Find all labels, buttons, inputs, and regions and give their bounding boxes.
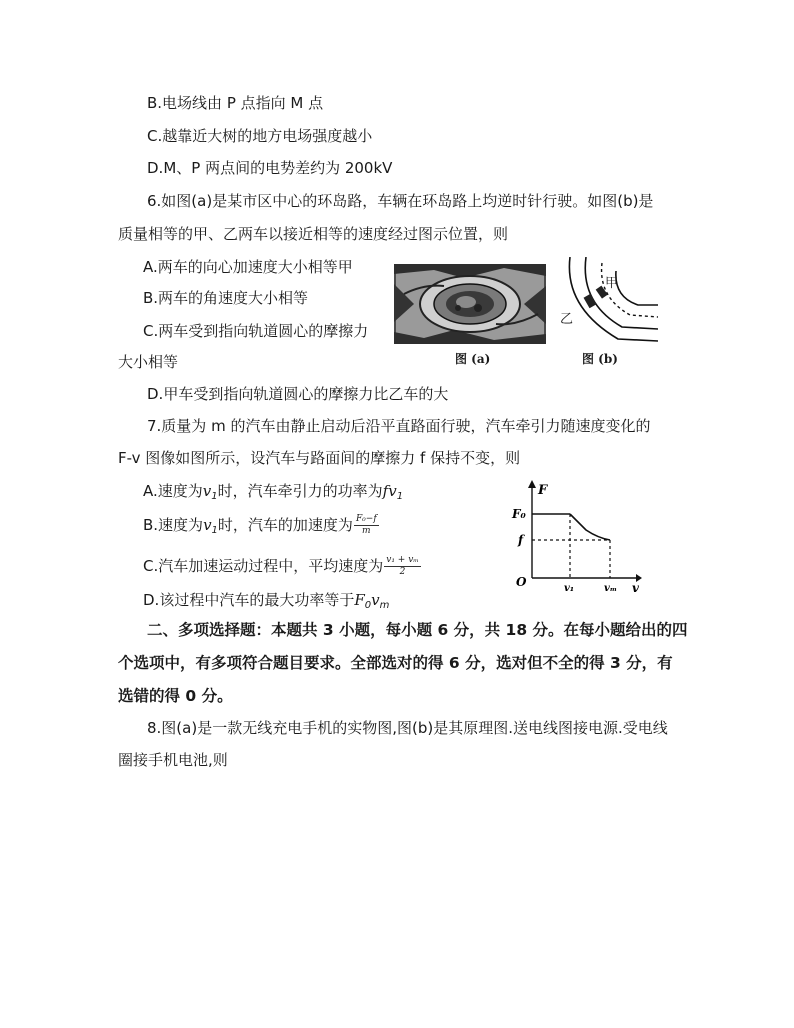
q6-option-c: C.两车受到指向轨道圆心的摩擦力 [143,322,369,340]
figure-b-caption: 图 (b) [582,352,618,366]
q6-option-d: D.甲车受到指向轨道圆心的摩擦力比乙车的大 [147,385,449,403]
x-axis-label: v [632,581,639,593]
q6-stem-line1: 6.如图(a)是某市区中心的环岛路，车辆在环岛路上均逆时针行驶。如图(b)是 [147,192,654,210]
q8-stem-line1: 8.图(a)是一款无线充电手机的实物图,图(b)是其原理图.送电线图接电源.受电线 [147,719,668,737]
symbol-v: v [203,516,212,534]
q6-stem-line2: 质量相等的甲、乙两车以接近相等的速度经过图示位置，则 [118,225,509,243]
fraction [384,555,421,578]
q5-option-c: C.越靠近大树的地方电场强度越小 [147,127,373,145]
y-axis-label: F [538,483,548,498]
q7-option-a-lead: A.速度为 [143,482,203,500]
q5-option-b: B.电场线由 P 点指向 M 点 [147,94,324,112]
y-axis-arrow-icon [528,480,536,488]
subscript: 1 [396,491,404,502]
origin-label: O [516,575,527,589]
fraction-denominator: 2 [399,567,406,577]
track-diagram [558,257,658,343]
fraction-numerator: F₀−f [355,514,377,524]
q7-option-b-mid: 时，汽车的加速度为 [217,516,353,534]
label-jia: 甲 [605,276,619,291]
f-label: f [518,533,524,547]
subscript: 0 [364,600,372,611]
figure-a-caption: 图 (a) [455,352,491,366]
section2-line2: 个选项中，有多项符合题目要求。全部选对的得 6 分，选对但不全的得 3 分，有 [118,654,673,672]
q7-option-b [143,514,379,541]
q6-option-a: A.两车的向心加速度大小相等甲 [143,258,353,276]
q7-option-b-lead: B.速度为 [143,516,204,534]
q7-option-d-lead: D.该过程中汽车的最大功率等于 [143,591,355,609]
section2-line1: 二、多项选择题：本题共 3 小题，每小题 6 分，共 18 分。在每小题给出的四 [147,621,688,639]
q7-option-a-mid: 时，汽车牵引力的功率为 [217,482,383,500]
q7-stem-line1: 7.质量为 m 的汽车由静止启动后沿平直路面行驶，汽车牵引力随速度变化的 [147,417,651,435]
fraction-numerator: v₁ + vₘ [386,555,419,565]
section2-line3: 选错的得 0 分。 [118,687,233,705]
q6-option-b: B.两车的角速度大小相等 [143,289,309,307]
label-yi: 乙 [560,312,574,327]
symbol-v: v [371,591,380,609]
q6-option-c-cont: 大小相等 [118,353,179,371]
symbol-F: F [354,591,365,609]
q7-option-d [143,590,389,616]
v1-tick-label: v₁ [564,583,575,593]
symbol-f: f [382,482,389,500]
q7-stem-line2: F-v 图像如图所示，设汽车与路面间的摩擦力 f 保持不变，则 [118,449,521,467]
vm-tick-label: vₘ [604,583,618,593]
symbol-v: v [388,482,397,500]
q7-option-c [143,555,421,578]
f-v-graph [508,478,643,593]
subscript: 1 [211,491,218,502]
fraction-denominator: m [362,526,371,536]
subscript: m [379,600,390,611]
q5-option-d: D.M、P 两点间的电势差约为 200kV [147,159,393,177]
fraction [354,514,379,537]
f0-label: F₀ [512,507,526,521]
symbol-v: v [202,482,212,500]
roundabout-photo [394,264,546,344]
q7-option-c-lead: C.汽车加速运动过程中，平均速度为 [143,557,384,575]
q8-stem-line2: 圈接手机电池,则 [118,751,228,769]
q7-option-a [143,481,403,507]
decreasing-force-curve [570,514,610,540]
subscript: 1 [211,525,218,536]
